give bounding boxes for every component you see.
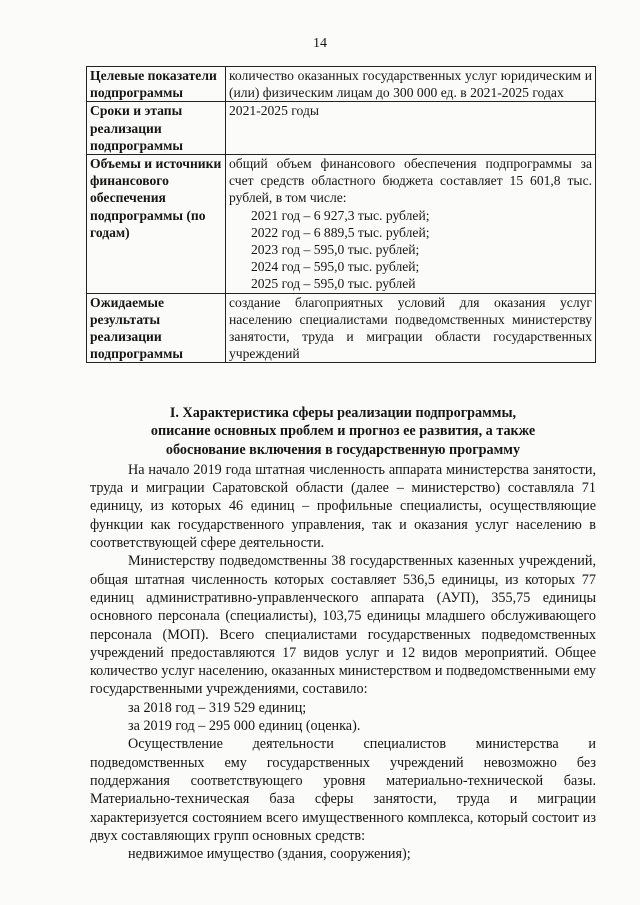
row-label-terms: Сроки и этапы реализации подпрограммы bbox=[87, 102, 226, 155]
row-value-terms: 2021-2025 годы bbox=[226, 102, 596, 155]
section-characteristics bbox=[90, 404, 596, 863]
heading-line: I. Характеристика сферы реализации подпрограммы, bbox=[169, 405, 517, 421]
funding-year-2024: 2024 год – 595,0 тыс. рублей; bbox=[251, 259, 420, 275]
row-value-funding bbox=[226, 155, 596, 294]
table-row bbox=[87, 67, 596, 102]
list-item: недвижимое имущество (здания, сооружения); bbox=[128, 846, 411, 863]
paragraph-material-base: Осуществление деятельности специалистов министерства и подведомственных ему государственных учреждений невозможно без поддержания соответствующего уровня материально-технической базы. Материально-техническая база сферы занятости, труда и миграции характеризуется состоянием всего имущественного комплекса, который состоит из двух составляющих групп основных средств: bbox=[90, 736, 596, 844]
list-item: за 2019 год – 295 000 единиц (оценка). bbox=[128, 718, 361, 735]
funding-year-2022: 2022 год – 6 889,5 тыс. рублей; bbox=[251, 224, 430, 240]
funding-total-text: общий объем финансового обеспечения подпрограммы за счет средств областного бюджета составляет 15 601,8 тыс. рублей, в том числе: bbox=[229, 156, 592, 206]
paragraph-institutions: Министерству подведомственны 38 государственных казенных учреждений, общая штатная численность которых составляет 536,5 единицы, из которых 77 единиц административно-управленческого аппарата (АУП), 355,75 единицы основного персонала (специалисты), 103,75 единицы младшего обслуживающего персонала (МОП). Всего специалистами государственных подведомственных учреждений предоставляются 17 видов услуг и 12 видов мероприятий. Общее количество услуг населению, оказанных министерством и подведомственными ему государственными учреждениями, составило: bbox=[90, 553, 596, 698]
funding-year-2023: 2023 год – 595,0 тыс. рублей; bbox=[251, 242, 420, 258]
subprogram-passport-table bbox=[86, 66, 596, 363]
heading-line: обоснование включения в государственную программу bbox=[165, 441, 521, 458]
funding-year-2025: 2025 год – 595,0 тыс. рублей bbox=[251, 276, 416, 292]
funding-year-2021: 2021 год – 6 927,3 тыс. рублей; bbox=[251, 207, 430, 223]
row-label-targets: Целевые показатели подпрограммы bbox=[87, 67, 226, 102]
page-number: 14 bbox=[313, 36, 327, 51]
row-value-targets: количество оказанных государственных услуг юридическим и (или) физическим лицам до 300 000 ед. в 2021-2025 годах bbox=[226, 67, 596, 102]
row-label-results: Ожидаемые результаты реализации подпрограммы bbox=[87, 293, 226, 363]
list-item: за 2018 год – 319 529 единиц; bbox=[128, 699, 307, 716]
paragraph-staffing: На начало 2019 года штатная численность аппарата министерства занятости, труда и миграции Саратовской области (далее – министерство) составляла 71 единицу, из которых 46 единиц – профильные специалисты, осуществляющие функции как государственного управления, так и оказания услуг населению в соответствующей сфере деятельности. bbox=[90, 461, 596, 552]
section-heading bbox=[90, 404, 596, 459]
row-label-funding: Объемы и источники финансового обеспечения подпрограммы (по годам) bbox=[87, 155, 226, 294]
table-row bbox=[87, 293, 596, 363]
row-value-results: создание благоприятных условий для оказания услуг населению специалистами подведомственных министерству занятости, труда и миграции области государственных учреждений bbox=[226, 293, 596, 363]
heading-line: описание основных проблем и прогноз ее развития, а также bbox=[150, 423, 536, 440]
table-row bbox=[87, 155, 596, 294]
table-row bbox=[87, 102, 596, 155]
